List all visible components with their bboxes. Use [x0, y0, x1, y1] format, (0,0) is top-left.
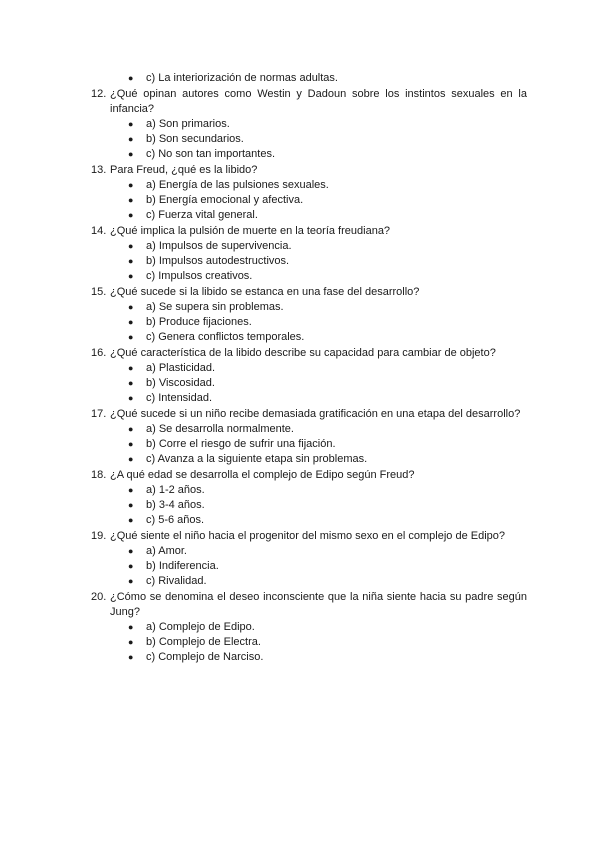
list-item: c) La interiorización de normas adultas.	[146, 72, 338, 84]
bullet-icon: ●	[128, 637, 134, 647]
question-text: ¿Qué siente el niño hacia el progenitor del mismo sexo en el complejo de Edipo?	[110, 530, 506, 542]
bullet-icon: ●	[128, 302, 134, 312]
question-number: 18.	[91, 469, 107, 481]
list-item: b) Son secundarios.	[146, 133, 244, 145]
bullet-icon: ●	[128, 73, 134, 83]
bullet-icon: ●	[128, 149, 134, 159]
list-item: b) Viscosidad.	[146, 377, 215, 389]
list-item: a) Son primarios.	[146, 118, 230, 130]
list-item: c) Impulsos creativos.	[146, 270, 253, 282]
bullet-icon: ●	[128, 561, 134, 571]
list-item: c) Fuerza vital general.	[146, 209, 258, 221]
bullet-icon: ●	[128, 241, 134, 251]
list-item: a) Impulsos de supervivencia.	[146, 240, 292, 252]
bullet-icon: ●	[128, 652, 134, 662]
list-item: c) No son tan importantes.	[146, 148, 276, 160]
question-number: 17.	[91, 408, 107, 420]
question-text: ¿Qué característica de la libido describe su capacidad para cambiar de objeto?	[110, 347, 496, 359]
bullet-icon: ●	[128, 378, 134, 388]
bullet-icon: ●	[128, 576, 134, 586]
list-item: b) Energía emocional y afectiva.	[146, 194, 304, 206]
list-item: a) Se supera sin problemas.	[146, 301, 284, 313]
bullet-icon: ●	[128, 134, 134, 144]
list-item: b) Complejo de Electra.	[146, 636, 261, 648]
list-item: c) Avanza a la siguiente etapa sin problemas.	[146, 453, 368, 465]
bullet-icon: ●	[128, 317, 134, 327]
bullet-icon: ●	[128, 454, 134, 464]
bullet-icon: ●	[128, 546, 134, 556]
bullet-icon: ●	[128, 119, 134, 129]
bullet-icon: ●	[128, 210, 134, 220]
list-item: b) 3-4 años.	[146, 499, 205, 511]
list-item: b) Impulsos autodestructivos.	[146, 255, 290, 267]
question-text: ¿Qué implica la pulsión de muerte en la teoría freudiana?	[110, 225, 391, 237]
bullet-icon: ●	[128, 393, 134, 403]
bullet-icon: ●	[128, 622, 134, 632]
question-text: ¿Cómo se denomina el deseo inconsciente que la niña siente hacia su padre según Jung?	[110, 591, 527, 618]
question-number: 15.	[91, 286, 107, 298]
bullet-icon: ●	[128, 485, 134, 495]
list-item: b) Corre el riesgo de sufrir una fijación.	[146, 438, 336, 450]
question-text: Para Freud, ¿qué es la libido?	[110, 164, 258, 176]
bullet-icon: ●	[128, 439, 134, 449]
list-item: c) Complejo de Narciso.	[146, 651, 264, 663]
bullet-icon: ●	[128, 500, 134, 510]
bullet-icon: ●	[128, 363, 134, 373]
list-item: c) Rivalidad.	[146, 575, 207, 587]
question-number: 12.	[91, 88, 107, 100]
list-item: c) Intensidad.	[146, 392, 213, 404]
list-item: a) Complejo de Edipo.	[146, 621, 255, 633]
list-item: a) Energía de las pulsiones sexuales.	[146, 179, 329, 191]
list-item: a) 1-2 años.	[146, 484, 205, 496]
question-text: ¿Qué opinan autores como Westin y Dadoun sobre los instintos sexuales en la infancia?	[110, 88, 527, 115]
list-item: b) Produce fijaciones.	[146, 316, 252, 328]
question-number: 13.	[91, 164, 107, 176]
question-number: 19.	[91, 530, 107, 542]
list-item: a) Plasticidad.	[146, 362, 216, 374]
list-item: c) Genera conflictos temporales.	[146, 331, 305, 343]
bullet-icon: ●	[128, 195, 134, 205]
bullet-icon: ●	[128, 180, 134, 190]
question-text: ¿Qué sucede si un niño recibe demasiada gratificación en una etapa del desarrollo?	[110, 408, 521, 420]
question-number: 14.	[91, 225, 107, 237]
list-item: a) Se desarrolla normalmente.	[146, 423, 294, 435]
bullet-icon: ●	[128, 256, 134, 266]
list-item: b) Indiferencia.	[146, 560, 219, 572]
question-text: ¿A qué edad se desarrolla el complejo de Edipo según Freud?	[110, 469, 415, 481]
bullet-icon: ●	[128, 271, 134, 281]
bullet-icon: ●	[128, 332, 134, 342]
question-text: ¿Qué sucede si la libido se estanca en una fase del desarrollo?	[110, 286, 420, 298]
bullet-icon: ●	[128, 515, 134, 525]
question-number: 16.	[91, 347, 107, 359]
question-number: 20.	[91, 591, 107, 603]
list-item: a) Amor.	[146, 545, 187, 557]
list-item: c) 5-6 años.	[146, 514, 205, 526]
bullet-icon: ●	[128, 424, 134, 434]
